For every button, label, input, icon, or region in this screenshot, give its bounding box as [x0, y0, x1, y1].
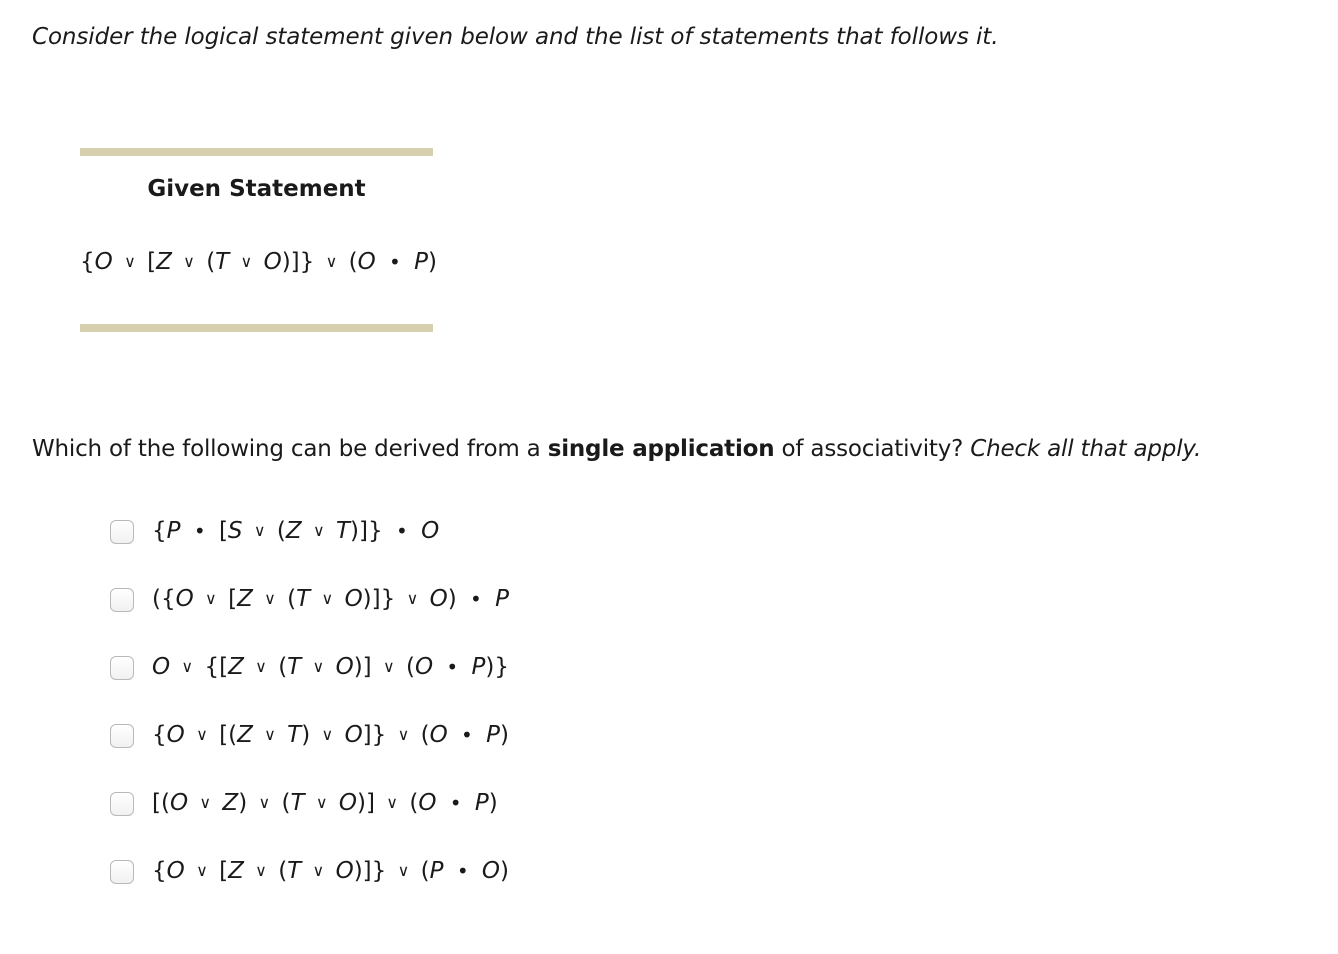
option-4-label[interactable]: {O ∨ [(Z ∨ T) ∨ O]} ∨ (O • P)	[152, 722, 510, 748]
option-3-checkbox[interactable]	[110, 656, 134, 680]
option-1-checkbox[interactable]	[110, 520, 134, 544]
option-5-label[interactable]: [(O ∨ Z) ∨ (T ∨ O)] ∨ (O • P)	[152, 790, 498, 816]
option-2-checkbox[interactable]	[110, 588, 134, 612]
question-bold: single application	[547, 436, 775, 462]
question-italic: Check all that apply.	[970, 436, 1202, 462]
given-bottom-rule	[80, 324, 433, 332]
option-5-checkbox[interactable]	[110, 792, 134, 816]
intro-text: Consider the logical statement given below and the list of statements that follows it.	[32, 24, 999, 50]
question-part2: of associativity?	[774, 436, 971, 462]
given-statement-box	[80, 148, 438, 332]
option-1-label[interactable]: {P • [S ∨ (Z ∨ T)]} • O	[152, 518, 440, 544]
question-text	[32, 436, 1201, 462]
given-statement-formula: {O ∨ [Z ∨ (T ∨ O)]} ∨ (O • P)	[80, 249, 438, 275]
given-statement-heading: Given Statement	[147, 176, 366, 202]
option-3-label[interactable]: O ∨ {[Z ∨ (T ∨ O)] ∨ (O • P)}	[152, 654, 510, 680]
option-2-label[interactable]: ({O ∨ [Z ∨ (T ∨ O)]} ∨ O) • P	[152, 586, 510, 612]
question-part1: Which of the following can be derived from a	[32, 436, 548, 462]
given-top-rule	[80, 148, 433, 156]
option-6-checkbox[interactable]	[110, 860, 134, 884]
option-6-label[interactable]: {O ∨ [Z ∨ (T ∨ O)]} ∨ (P • O)	[152, 858, 510, 884]
option-4-checkbox[interactable]	[110, 724, 134, 748]
